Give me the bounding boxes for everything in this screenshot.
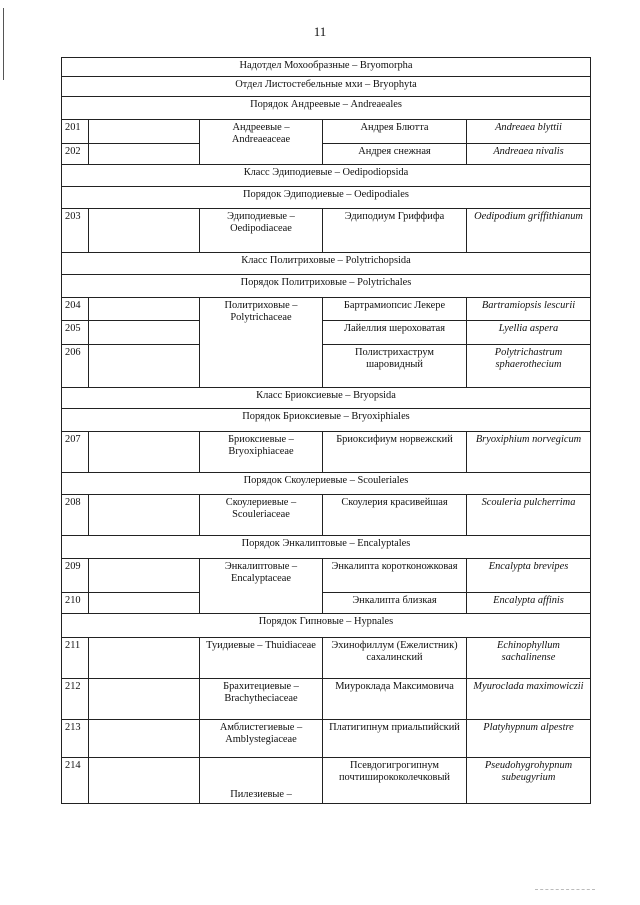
russian-name: Платигипнум приальпийский — [323, 720, 467, 758]
latin-name: Bryoxiphium norvegicum — [467, 432, 591, 473]
latin-name: Polytrichastrum sphaerothecium — [467, 345, 591, 388]
empty-cell — [89, 559, 200, 593]
taxon-heading: Порядок Бриоксиевые – Bryoxiphiales — [62, 409, 591, 432]
section-row — [62, 473, 591, 495]
page-number: 11 — [313, 24, 327, 39]
family-cell: Амблистегиевые – Amblystegiaceae — [200, 720, 323, 758]
family-cell: Пилезиевые – — [200, 758, 323, 804]
species-row — [62, 432, 591, 473]
latin-name: Myuroclada maximowiczii — [467, 679, 591, 720]
latin-name: Andreaea nivalis — [467, 144, 591, 165]
family-cell: Бриоксиевые – Bryoxiphiaceae — [200, 432, 323, 473]
entry-number: 210 — [62, 593, 89, 614]
section-row — [62, 165, 591, 187]
section-row — [62, 187, 591, 209]
family-cell: Эдиподиевые – Oedipodiaceae — [200, 209, 323, 253]
family-cell: Политриховые – Polytrichaceae — [200, 298, 323, 388]
latin-name: Encalypta affinis — [467, 593, 591, 614]
section-row — [62, 388, 591, 409]
family-cell: Туидиевые – Thuidiaceae — [200, 638, 323, 679]
taxon-heading: Порядок Энкалиптовые – Encalyptales — [62, 536, 591, 559]
russian-name: Энкалипта близкая — [323, 593, 467, 614]
family-cell: Энкалиптовые – Encalyptaceae — [200, 559, 323, 614]
section-row — [62, 97, 591, 120]
entry-number: 213 — [62, 720, 89, 758]
species-row — [62, 144, 591, 165]
family-cell: Брахитециевые – Brachytheciaceae — [200, 679, 323, 720]
empty-cell — [89, 298, 200, 321]
russian-name: Андрея снежная — [323, 144, 467, 165]
russian-name: Миуроклада Максимовича — [323, 679, 467, 720]
taxon-heading: Порядок Политриховые – Polytrichales — [62, 275, 591, 298]
empty-cell — [89, 209, 200, 253]
russian-name: Бриоксифиум норвежский — [323, 432, 467, 473]
latin-name: Scouleria pulcherrima — [467, 495, 591, 536]
entry-number: 206 — [62, 345, 89, 388]
empty-cell — [89, 144, 200, 165]
species-table — [61, 57, 591, 804]
taxon-heading: Отдел Листостебельные мхи – Bryophyta — [62, 77, 591, 97]
latin-name: Platyhypnum alpestre — [467, 720, 591, 758]
taxon-heading: Класс Бриоксиевые – Bryopsida — [62, 388, 591, 409]
species-row — [62, 593, 591, 614]
entry-number: 204 — [62, 298, 89, 321]
species-row — [62, 559, 591, 593]
species-row — [62, 209, 591, 253]
species-row — [62, 120, 591, 144]
entry-number: 205 — [62, 321, 89, 345]
species-row — [62, 679, 591, 720]
family-cell: Андреевые – Andreaeaceae — [200, 120, 323, 165]
entry-number: 201 — [62, 120, 89, 144]
footer-mark — [535, 889, 595, 891]
empty-cell — [89, 120, 200, 144]
taxon-heading: Порядок Эдиподиевые – Oedipodiales — [62, 187, 591, 209]
species-row — [62, 298, 591, 321]
margin-rule — [3, 8, 4, 80]
latin-name: Oedipodium griffithianum — [467, 209, 591, 253]
species-row — [62, 638, 591, 679]
section-row — [62, 77, 591, 97]
section-row — [62, 253, 591, 275]
entry-number: 209 — [62, 559, 89, 593]
taxon-heading: Порядок Скоулериевые – Scouleriales — [62, 473, 591, 495]
russian-name: Полистрихаструм шаровидный — [323, 345, 467, 388]
empty-cell — [89, 432, 200, 473]
entry-number: 208 — [62, 495, 89, 536]
empty-cell — [89, 321, 200, 345]
empty-cell — [89, 758, 200, 804]
latin-name: Bartramiopsis lescurii — [467, 298, 591, 321]
latin-name: Echinophyllum sachalinense — [467, 638, 591, 679]
russian-name: Бартрамиопсис Лекере — [323, 298, 467, 321]
latin-name: Pseudohygrohypnum subeugyrium — [467, 758, 591, 804]
species-row — [62, 495, 591, 536]
russian-name: Энкалипта коротконожковая — [323, 559, 467, 593]
empty-cell — [89, 720, 200, 758]
entry-number: 202 — [62, 144, 89, 165]
russian-name: Псевдогигрогипнум почтиширококолечковый — [323, 758, 467, 804]
latin-name: Lyellia aspera — [467, 321, 591, 345]
latin-name: Andreaea blyttii — [467, 120, 591, 144]
russian-name: Андрея Блютта — [323, 120, 467, 144]
entry-number: 214 — [62, 758, 89, 804]
entry-number: 212 — [62, 679, 89, 720]
section-row — [62, 536, 591, 559]
section-row — [62, 614, 591, 638]
empty-cell — [89, 593, 200, 614]
section-row — [62, 275, 591, 298]
taxon-heading: Класс Эдиподиевые – Oedipodiopsida — [62, 165, 591, 187]
section-row — [62, 58, 591, 77]
entry-number: 203 — [62, 209, 89, 253]
section-row — [62, 409, 591, 432]
species-row — [62, 758, 591, 804]
russian-name: Эхинофиллум (Ежелистник) сахалинский — [323, 638, 467, 679]
taxon-heading: Порядок Андреевые – Andreaeales — [62, 97, 591, 120]
russian-name: Эдиподиум Гриффифа — [323, 209, 467, 253]
empty-cell — [89, 638, 200, 679]
entry-number: 207 — [62, 432, 89, 473]
empty-cell — [89, 345, 200, 388]
empty-cell — [89, 495, 200, 536]
russian-name: Скоулерия красивейшая — [323, 495, 467, 536]
taxon-heading: Порядок Гипновые – Hypnales — [62, 614, 591, 638]
latin-name: Encalypta brevipes — [467, 559, 591, 593]
entry-number: 211 — [62, 638, 89, 679]
family-cell: Скоулериевые – Scouleriaceae — [200, 495, 323, 536]
empty-cell — [89, 679, 200, 720]
taxon-heading: Класс Политриховые – Polytrichopsida — [62, 253, 591, 275]
species-row — [62, 345, 591, 388]
species-row — [62, 720, 591, 758]
species-row — [62, 321, 591, 345]
taxon-heading: Надотдел Мохообразные – Bryomorpha — [62, 58, 591, 77]
russian-name: Лайеллия шероховатая — [323, 321, 467, 345]
